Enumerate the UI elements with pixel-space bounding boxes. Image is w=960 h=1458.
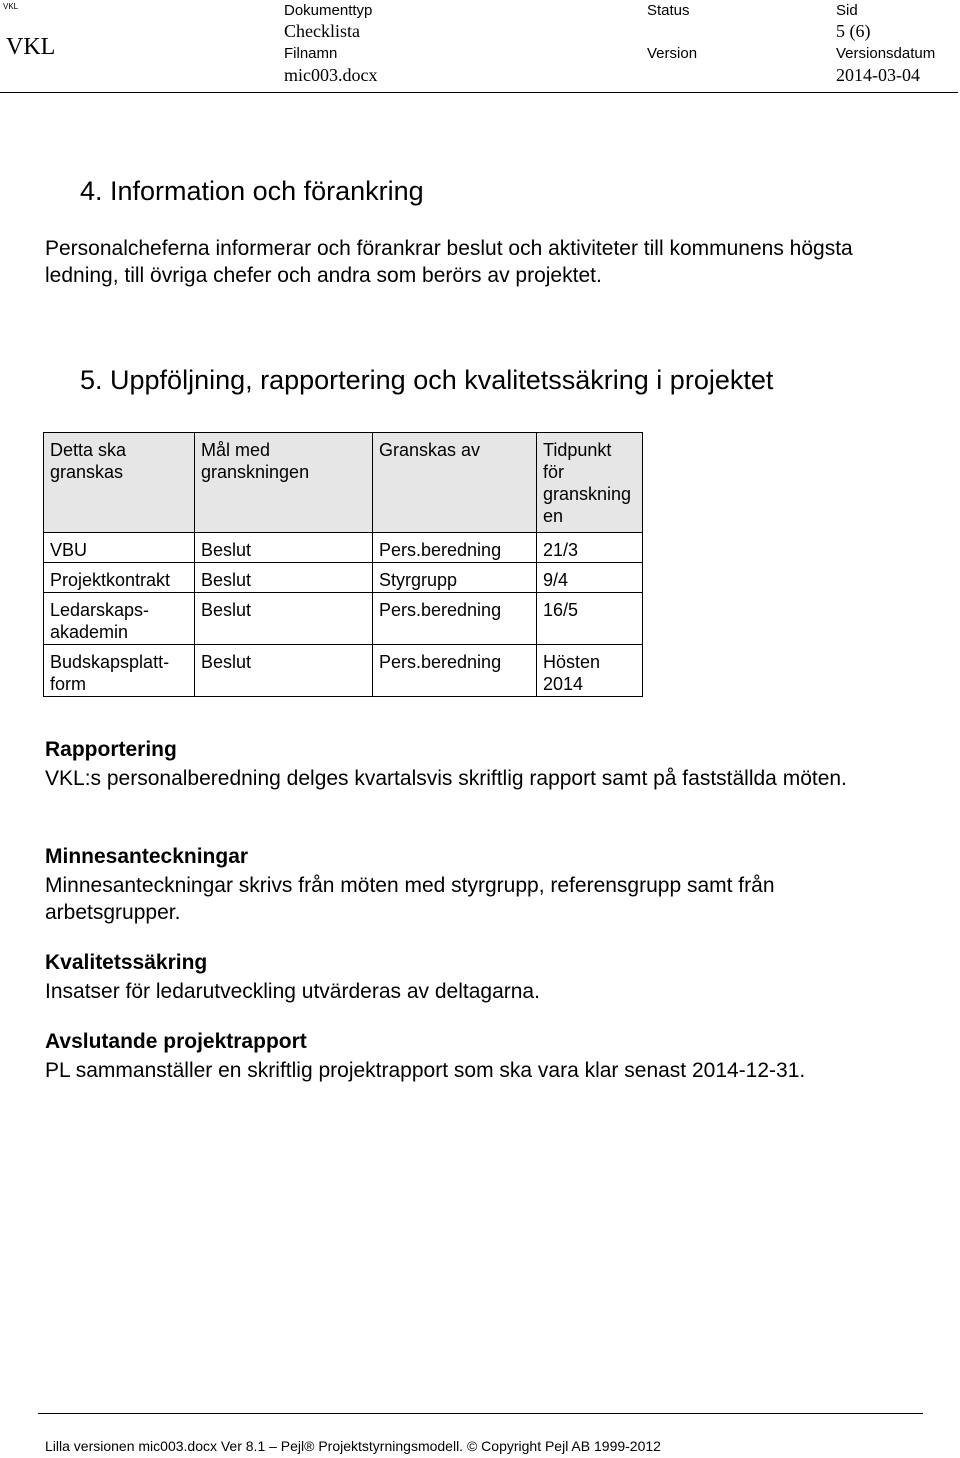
header-divider [0, 92, 958, 93]
value-sid: 5 (6) [836, 21, 871, 41]
table-row [44, 645, 643, 697]
table-cell: VBU [44, 533, 195, 563]
footer-text: Lilla versionen mic003.docx Ver 8.1 – Pejl® Projektstyrningsmodell. © Copyright Pejl AB 1999-2012 [45, 1438, 661, 1454]
column-header: Detta ska granskas [44, 433, 195, 533]
column-header: Tidpunkt för granskning en [537, 433, 643, 533]
table-cell: 16/5 [537, 593, 643, 645]
footer-divider [38, 1413, 923, 1414]
rapportering-heading: Rapportering [45, 738, 177, 761]
table-cell: Beslut [195, 533, 373, 563]
table-row [44, 563, 643, 593]
table-cell: Projektkontrakt [44, 563, 195, 593]
column-header: Mål med granskningen [195, 433, 373, 533]
section-5-heading: 5. Uppföljning, rapportering och kvalitetssäkring i projektet [80, 365, 774, 395]
table-cell: Beslut [195, 593, 373, 645]
rapportering-text: VKL:s personalberedning delges kvartalsvis skriftlig rapport samt på fastställda möten. [45, 767, 847, 790]
minnesanteckningar-heading: Minnesanteckningar [45, 845, 249, 868]
table-cell: 21/3 [537, 533, 643, 563]
table-row [44, 593, 643, 645]
kvalitetssakring-text: Insatser för ledarutveckling utvärderas av deltagarna. [45, 980, 540, 1003]
table-cell: Budskapsplatt-form [44, 645, 195, 697]
label-version: Version [647, 45, 698, 62]
small-logo: VKL [3, 2, 19, 11]
avslutande-heading: Avslutande projektrapport [45, 1030, 307, 1053]
table-cell: 9/4 [537, 563, 643, 593]
section-4-heading: 4. Information och förankring [80, 176, 424, 206]
logo: VKL [6, 34, 56, 60]
avslutande-text: PL sammanställer en skriftlig projektrapport som ska vara klar senast 2014-12-31. [45, 1059, 806, 1082]
label-versionsdatum: Versionsdatum [836, 45, 936, 62]
table-row [44, 533, 643, 563]
value-versionsdatum: 2014-03-04 [836, 65, 920, 85]
label-dokumenttyp: Dokumenttyp [284, 2, 373, 19]
table-cell: Ledarskaps-akademin [44, 593, 195, 645]
column-header: Granskas av [373, 433, 537, 533]
table-cell: Pers.beredning [373, 533, 537, 563]
value-filnamn: mic003.docx [284, 65, 378, 85]
table-cell: Beslut [195, 563, 373, 593]
minnesanteckningar-text: Minnesanteckningar skrivs från möten med styrgrupp, referensgrupp samt från arbetsgrupper. [45, 874, 775, 924]
table-cell: Pers.beredning [373, 645, 537, 697]
label-filnamn: Filnamn [284, 45, 338, 62]
table-cell: Beslut [195, 645, 373, 697]
label-status: Status [647, 2, 690, 19]
section-4-paragraph: Personalcheferna informerar och förankrar beslut och aktiviteter till kommunens högsta ledning, till övriga chefer och andra som berörs av projektet. [45, 237, 853, 287]
table-cell: Styrgrupp [373, 563, 537, 593]
kvalitetssakring-heading: Kvalitetssäkring [45, 951, 208, 974]
review-table [43, 432, 643, 697]
label-sid: Sid [836, 2, 858, 19]
table-cell: Pers.beredning [373, 593, 537, 645]
table-header-row [44, 433, 643, 533]
value-dokumenttyp: Checklista [284, 21, 360, 41]
table-cell: Hösten 2014 [537, 645, 643, 697]
